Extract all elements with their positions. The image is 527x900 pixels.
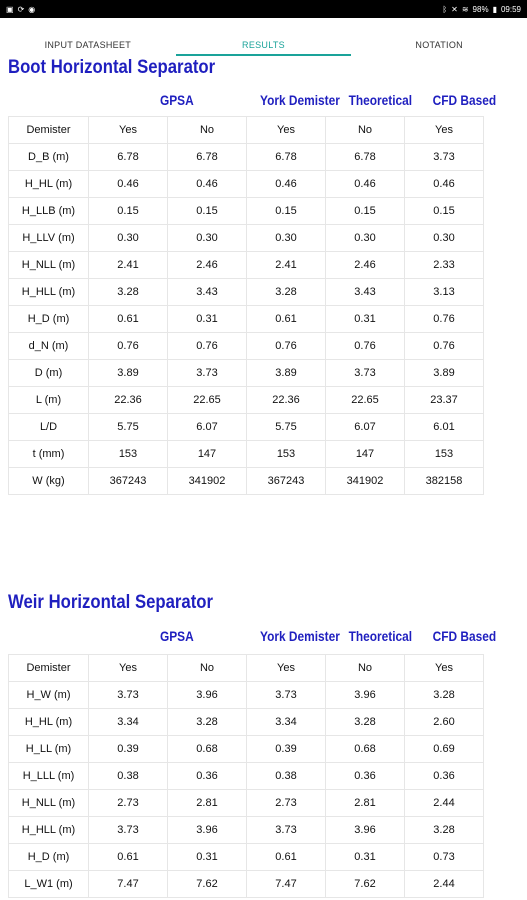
row-label: W (kg) <box>9 468 89 495</box>
table-cell: 22.65 <box>168 387 247 414</box>
table-cell: 2.81 <box>326 790 405 817</box>
table-cell: 0.31 <box>326 844 405 871</box>
status-icons-left <box>6 5 35 14</box>
table-cell: 0.30 <box>326 225 405 252</box>
table-cell: 0.69 <box>405 736 484 763</box>
table-cell: 7.47 <box>247 871 326 898</box>
table-cell: 3.28 <box>405 682 484 709</box>
table-cell: 0.76 <box>247 333 326 360</box>
weir-section-title: Weir Horizontal Separator <box>8 592 214 613</box>
table-row <box>9 360 484 387</box>
table-row <box>9 252 484 279</box>
table-cell: 0.36 <box>405 763 484 790</box>
table-cell: 3.89 <box>247 360 326 387</box>
row-label: L (m) <box>9 387 89 414</box>
table-row <box>9 306 484 333</box>
table-cell: 341902 <box>326 468 405 495</box>
table-cell: 3.89 <box>405 360 484 387</box>
table-cell: 3.73 <box>247 817 326 844</box>
table-cell: 2.60 <box>405 709 484 736</box>
table-cell: 22.65 <box>326 387 405 414</box>
table-cell: Yes <box>405 655 484 682</box>
table-cell: 3.28 <box>405 817 484 844</box>
table-cell: 0.46 <box>89 171 168 198</box>
boot-header-theoretical: Theoretical <box>348 92 413 108</box>
battery-level: 98% <box>472 4 489 14</box>
table-cell: 0.38 <box>89 763 168 790</box>
boot-header-cfd-based: CFD Based <box>432 92 497 108</box>
table-cell: 2.46 <box>168 252 247 279</box>
table-cell: 0.73 <box>405 844 484 871</box>
table-cell: 6.01 <box>405 414 484 441</box>
table-cell: 3.28 <box>89 279 168 306</box>
table-cell: 153 <box>89 441 168 468</box>
table-cell: 3.13 <box>405 279 484 306</box>
table-cell: 3.28 <box>247 279 326 306</box>
table-cell: 3.73 <box>247 682 326 709</box>
table-cell: 22.36 <box>247 387 326 414</box>
table-cell: 0.76 <box>405 306 484 333</box>
table-cell: 0.15 <box>247 198 326 225</box>
notification-icon: ◉ <box>28 4 36 14</box>
table-row <box>9 414 484 441</box>
table-cell: 3.96 <box>168 817 247 844</box>
boot-results-table <box>8 116 484 495</box>
table-cell: 3.89 <box>89 360 168 387</box>
status-bar <box>0 0 527 18</box>
table-row <box>9 682 484 709</box>
table-cell: Yes <box>247 117 326 144</box>
row-label: H_W (m) <box>9 682 89 709</box>
table-cell: 0.76 <box>326 333 405 360</box>
row-label: Demister <box>9 117 89 144</box>
row-label: H_LLL (m) <box>9 763 89 790</box>
row-label: H_HL (m) <box>9 709 89 736</box>
table-cell: 2.81 <box>168 790 247 817</box>
row-label: H_HLL (m) <box>9 279 89 306</box>
table-cell: 2.41 <box>247 252 326 279</box>
table-cell: 367243 <box>247 468 326 495</box>
table-cell: 0.39 <box>89 736 168 763</box>
table-cell: 0.15 <box>168 198 247 225</box>
table-row <box>9 333 484 360</box>
table-cell: 0.15 <box>89 198 168 225</box>
weir-header-gpsa: GPSA <box>159 628 194 644</box>
tab-input-datasheet[interactable]: INPUT DATASHEET <box>44 40 132 50</box>
table-cell: 3.96 <box>326 682 405 709</box>
table-cell: 2.73 <box>247 790 326 817</box>
table-cell: 2.33 <box>405 252 484 279</box>
table-cell: 147 <box>326 441 405 468</box>
row-label: t (mm) <box>9 441 89 468</box>
table-cell: 0.30 <box>168 225 247 252</box>
table-cell: 6.07 <box>326 414 405 441</box>
table-cell: Yes <box>405 117 484 144</box>
table-row <box>9 871 484 898</box>
table-cell: 0.30 <box>405 225 484 252</box>
table-cell: 0.31 <box>326 306 405 333</box>
wifi-icon: ≋ <box>461 4 469 14</box>
table-cell: 7.62 <box>326 871 405 898</box>
table-cell: 0.46 <box>247 171 326 198</box>
row-label: H_D (m) <box>9 844 89 871</box>
table-row <box>9 709 484 736</box>
table-cell: Yes <box>89 655 168 682</box>
table-cell: 153 <box>405 441 484 468</box>
row-label: d_N (m) <box>9 333 89 360</box>
weir-header-theoretical: Theoretical <box>348 628 413 644</box>
table-cell: 3.73 <box>405 144 484 171</box>
battery-icon: ▮ <box>492 4 497 14</box>
table-cell: 22.36 <box>89 387 168 414</box>
table-row <box>9 198 484 225</box>
table-cell: 153 <box>247 441 326 468</box>
row-label: L_W1 (m) <box>9 871 89 898</box>
tab-results[interactable]: RESULTS <box>176 34 352 54</box>
table-row <box>9 844 484 871</box>
table-row <box>9 171 484 198</box>
table-cell: 0.30 <box>89 225 168 252</box>
boot-section-title: Boot Horizontal Separator <box>8 57 216 78</box>
table-cell: 0.36 <box>168 763 247 790</box>
row-label: D_B (m) <box>9 144 89 171</box>
table-cell: 382158 <box>405 468 484 495</box>
table-cell: 6.07 <box>168 414 247 441</box>
media-icon: ▣ <box>6 4 14 14</box>
table-cell: 2.46 <box>326 252 405 279</box>
weir-results-table <box>8 654 484 898</box>
table-cell: 0.46 <box>168 171 247 198</box>
row-label: H_NLL (m) <box>9 252 89 279</box>
table-cell: 6.78 <box>326 144 405 171</box>
table-cell: 147 <box>168 441 247 468</box>
table-cell: 3.34 <box>89 709 168 736</box>
table-row <box>9 763 484 790</box>
mute-icon: ✕ <box>451 4 458 14</box>
table-cell: 0.15 <box>405 198 484 225</box>
row-label: H_LLB (m) <box>9 198 89 225</box>
table-cell: 2.41 <box>89 252 168 279</box>
table-cell: 0.76 <box>89 333 168 360</box>
table-cell: 0.31 <box>168 306 247 333</box>
row-label: H_HL (m) <box>9 171 89 198</box>
table-cell: No <box>168 655 247 682</box>
weir-header-cfd-based: CFD Based <box>432 628 497 644</box>
row-label: D (m) <box>9 360 89 387</box>
clock: 09:59 <box>500 4 521 14</box>
table-cell: 0.61 <box>247 306 326 333</box>
status-icons-right <box>442 5 521 14</box>
table-cell: 3.73 <box>168 360 247 387</box>
table-row <box>9 655 484 682</box>
table-cell: Yes <box>247 655 326 682</box>
table-cell: 0.15 <box>326 198 405 225</box>
table-cell: 5.75 <box>89 414 168 441</box>
table-cell: No <box>168 117 247 144</box>
table-row <box>9 736 484 763</box>
table-cell: 0.38 <box>247 763 326 790</box>
table-cell: 2.44 <box>405 871 484 898</box>
table-cell: 3.96 <box>168 682 247 709</box>
table-cell: 3.34 <box>247 709 326 736</box>
tab-bar <box>0 34 527 54</box>
table-cell: No <box>326 117 405 144</box>
table-cell: Yes <box>89 117 168 144</box>
table-cell: 0.46 <box>326 171 405 198</box>
table-cell: 6.78 <box>89 144 168 171</box>
table-cell: 0.31 <box>168 844 247 871</box>
table-row <box>9 387 484 414</box>
table-cell: 0.61 <box>247 844 326 871</box>
table-cell: 0.46 <box>405 171 484 198</box>
table-cell: 0.68 <box>168 736 247 763</box>
boot-header-york-demister: York Demister <box>260 92 340 108</box>
table-cell: 2.73 <box>89 790 168 817</box>
table-cell: 2.44 <box>405 790 484 817</box>
row-label: H_D (m) <box>9 306 89 333</box>
table-row <box>9 468 484 495</box>
table-row <box>9 117 484 144</box>
table-row <box>9 225 484 252</box>
table-cell: 6.78 <box>168 144 247 171</box>
table-row <box>9 441 484 468</box>
table-cell: 3.28 <box>168 709 247 736</box>
table-cell: 3.73 <box>326 360 405 387</box>
table-cell: 0.30 <box>247 225 326 252</box>
table-cell: 0.39 <box>247 736 326 763</box>
table-cell: 0.61 <box>89 844 168 871</box>
sync-icon: ⟳ <box>17 4 25 14</box>
table-cell: 7.62 <box>168 871 247 898</box>
table-cell: 3.73 <box>89 817 168 844</box>
table-cell: 341902 <box>168 468 247 495</box>
row-label: H_LLV (m) <box>9 225 89 252</box>
table-cell: 5.75 <box>247 414 326 441</box>
table-row <box>9 790 484 817</box>
table-cell: No <box>326 655 405 682</box>
table-cell: 0.76 <box>405 333 484 360</box>
row-label: H_LL (m) <box>9 736 89 763</box>
table-cell: 3.43 <box>168 279 247 306</box>
table-cell: 0.36 <box>326 763 405 790</box>
row-label: H_NLL (m) <box>9 790 89 817</box>
table-cell: 3.43 <box>326 279 405 306</box>
table-cell: 23.37 <box>405 387 484 414</box>
row-label: H_HLL (m) <box>9 817 89 844</box>
table-row <box>9 144 484 171</box>
table-cell: 367243 <box>89 468 168 495</box>
table-cell: 3.28 <box>326 709 405 736</box>
table-row <box>9 279 484 306</box>
table-cell: 0.76 <box>168 333 247 360</box>
table-cell: 7.47 <box>89 871 168 898</box>
tab-notation[interactable]: NOTATION <box>415 40 463 50</box>
bluetooth-icon: ᛒ <box>442 4 448 14</box>
table-cell: 6.78 <box>247 144 326 171</box>
row-label: L/D <box>9 414 89 441</box>
table-cell: 3.73 <box>89 682 168 709</box>
table-cell: 0.68 <box>326 736 405 763</box>
table-cell: 3.96 <box>326 817 405 844</box>
table-cell: 0.61 <box>89 306 168 333</box>
table-row <box>9 817 484 844</box>
row-label: Demister <box>9 655 89 682</box>
boot-header-gpsa: GPSA <box>159 92 194 108</box>
weir-header-york-demister: York Demister <box>260 628 340 644</box>
